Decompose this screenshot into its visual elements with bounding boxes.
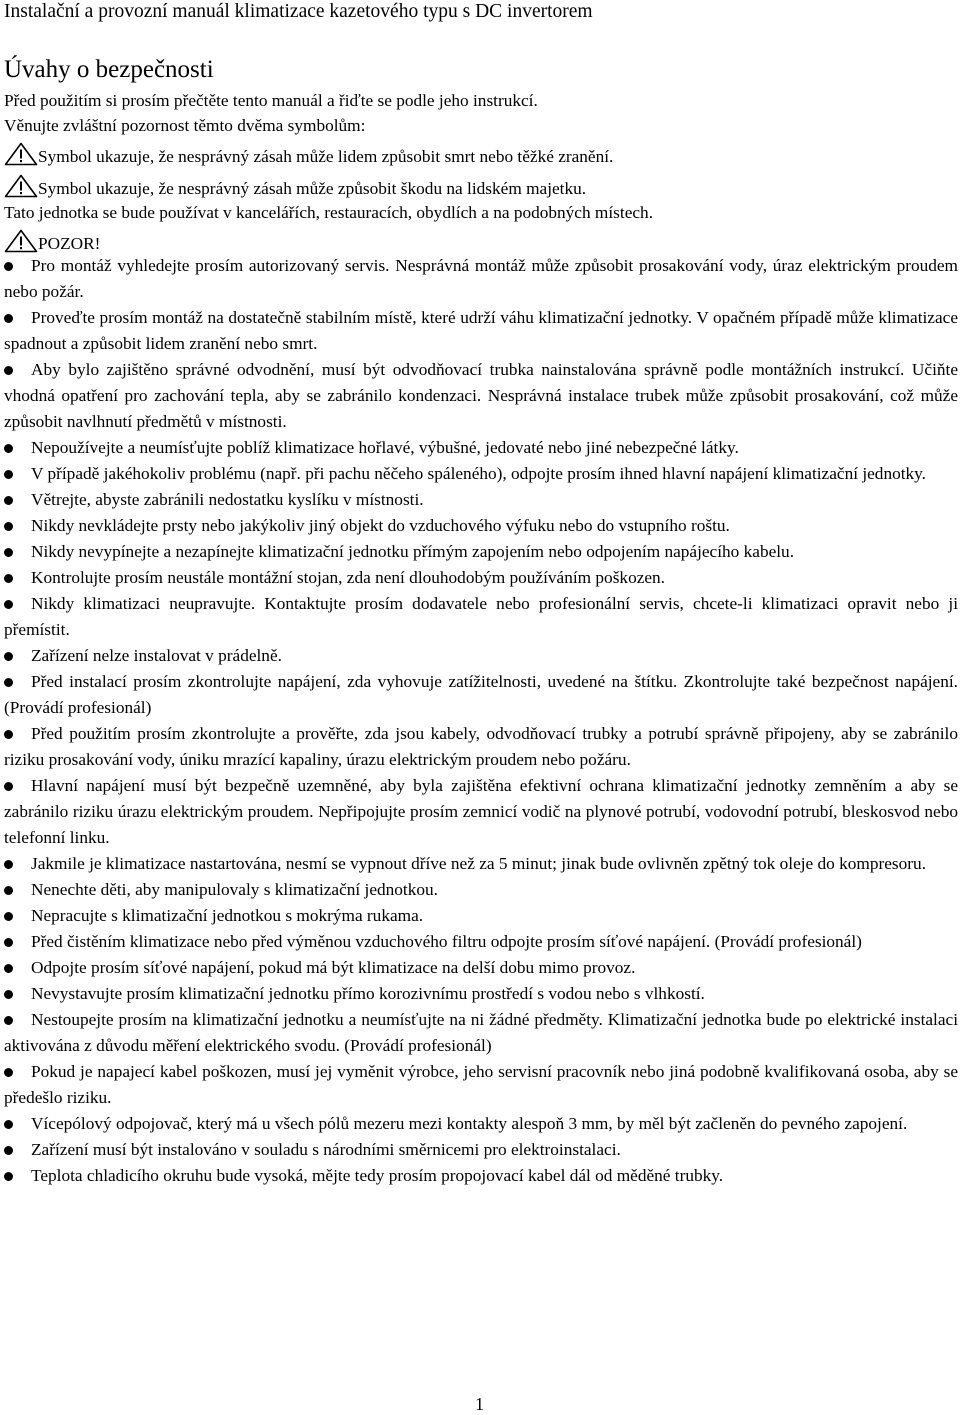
- list-item-text: Nikdy klimatizaci neupravujte. Kontaktujte prosím dodavatele nebo profesionální servis, chcete-li klimatizaci opravit nebo ji přemístit.: [4, 594, 958, 639]
- list-item: [4, 1007, 958, 1059]
- list-item-text: Nikdy nevkládejte prsty nebo jakýkoliv jiný objekt do vzduchového výfuku nebo do vstupního roštu.: [31, 516, 730, 535]
- symbol-line-danger: [4, 142, 613, 168]
- list-item-text: Jakmile je klimatizace nastartována, nesmí se vypnout dříve než za 5 minut; jinak bude ovlivněn zpětný tok oleje do kompresoru.: [31, 854, 927, 873]
- bullet-icon: [4, 990, 13, 999]
- list-item-text: Vícepólový odpojovač, který má u všech pólů mezeru mezi kontakty alespoň 3 mm, by měl být začleněn do pevného zapojení.: [31, 1114, 908, 1133]
- list-item: [4, 435, 958, 461]
- list-item: [4, 513, 958, 539]
- list-item-text: Před instalací prosím zkontrolujte napájení, zda vyhovuje zatížitelnosti, uvedené na štítku. Zkontrolujte také bezpečnost napájení. (Provádí profesionál): [4, 672, 958, 717]
- list-item-text: Nepoužívejte a neumísťujte poblíž klimatizace hořlavé, výbušné, jedovaté nebo jiné nebezpečné látky.: [31, 438, 739, 457]
- list-item: [4, 461, 958, 487]
- bullet-icon: [4, 678, 13, 687]
- list-item: [4, 851, 958, 877]
- usage-note: Tato jednotka se bude používat v kancelářích, restauracích, obydlích a na podobných místech.: [4, 203, 654, 222]
- bullet-icon: [4, 574, 13, 583]
- list-item-text: Zařízení nelze instalovat v prádelně.: [31, 646, 282, 665]
- list-item: [4, 903, 958, 929]
- list-item-text: Nestoupejte prosím na klimatizační jednotku a neumísťujte na ni žádné předměty. Klimatizační jednotka bude po elektrické instalaci aktivována z důvodu měření elektrického svodu. (Provádí profesionál): [4, 1010, 958, 1055]
- list-item: [4, 955, 958, 981]
- bullet-icon: [4, 730, 13, 739]
- list-item: [4, 929, 958, 955]
- symbol-line-property: [4, 174, 586, 200]
- symbol-description: Symbol ukazuje, že nesprávný zásah může způsobit škodu na lidském majetku.: [38, 179, 587, 198]
- list-item-text: Aby bylo zajištěno správné odvodnění, musí být odvodňovací trubka nainstalována správně podle montážních instrukcí. Učiňte vhodná opatření pro zachování tepla, aby se zabránilo kondenzaci. Nesprávná instalace trubek může způsobit prosakování, což může způsobit navlhnutí předmětů v místnosti.: [4, 360, 958, 431]
- list-item-text: Před použitím prosím zkontrolujte a prověřte, zda jsou kabely, odvodňovací trubky a potrubí správně připojeny, aby se zabránilo riziku prosakování vody, úniku mrazící kapaliny, úrazu elektrickým proudem nebo požáru.: [4, 724, 958, 769]
- bullet-icon: [4, 548, 13, 557]
- section-heading: Úvahy o bezpečnosti: [4, 56, 214, 83]
- warning-triangle-icon: [4, 174, 38, 198]
- list-item-text: Před čistěním klimatizace nebo před výměnou vzduchového filtru odpojte prosím síťové napájení. (Provádí profesionál): [31, 932, 862, 951]
- bullet-icon: [4, 600, 13, 609]
- list-item-text: Proveďte prosím montáž na dostatečně stabilním místě, které udrží váhu klimatizační jednotky. V opačném případě může klimatizace spadnout a způsobit lidem zranění nebo smrt.: [4, 308, 958, 353]
- list-item-text: Pro montáž vyhledejte prosím autorizovaný servis. Nesprávná montáž může způsobit prosakování vody, úraz elektrickým proudem nebo požár.: [4, 256, 958, 301]
- symbol-description: Symbol ukazuje, že nesprávný zásah může lidem způsobit smrt nebo těžké zranění.: [38, 147, 614, 166]
- list-item-text: Nevystavujte prosím klimatizační jednotku přímo korozivnímu prostředí s vodou nebo s vlhkostí.: [31, 984, 705, 1003]
- bullet-icon: [4, 522, 13, 531]
- list-item: [4, 669, 958, 721]
- bullet-icon: [4, 964, 13, 973]
- intro-paragraph: Před použitím si prosím přečtěte tento manuál a řiďte se podle jeho instrukcí.: [4, 91, 538, 110]
- list-item-text: Hlavní napájení musí být bezpečně uzemněné, aby byla zajištěna efektivní ochrana klimatizační jednotky zemněním a aby se zabránilo riziku úrazu elektrickým proudem. Nepřipojujte prosím zemnicí vodič na plynové potrubí, vodovodní potrubí, bleskosvod nebo telefonní linku.: [4, 776, 958, 847]
- list-item-text: Zařízení musí být instalováno v souladu s národními směrnicemi pro elektroinstalaci.: [31, 1140, 621, 1159]
- list-item: [4, 643, 958, 669]
- list-item: [4, 539, 958, 565]
- warning-triangle-icon: [4, 229, 38, 253]
- bullet-icon: [4, 1172, 13, 1181]
- list-item-text: Kontrolujte prosím neustále montážní stojan, zda není dlouhodobým používáním poškozen.: [31, 568, 666, 587]
- bullet-icon: [4, 1016, 13, 1025]
- list-item: [4, 773, 958, 851]
- bullet-icon: [4, 860, 13, 869]
- bullet-icon: [4, 938, 13, 947]
- list-item: [4, 565, 958, 591]
- page-number: 1: [475, 1394, 484, 1414]
- list-item: [4, 305, 958, 357]
- bullet-icon: [4, 444, 13, 453]
- caution-label: [4, 229, 100, 255]
- list-item-text: Pokud je napajecí kabel poškozen, musí jej vyměnit výrobce, jeho servisní pracovník nebo jiná podobně kvalifikovaná osoba, aby se předešlo riziku.: [4, 1062, 958, 1107]
- warning-triangle-icon: [4, 142, 38, 166]
- list-item: [4, 1059, 958, 1111]
- list-item: [4, 1111, 958, 1137]
- bullet-icon: [4, 1146, 13, 1155]
- list-item: [4, 981, 958, 1007]
- list-item: [4, 357, 958, 435]
- bullet-icon: [4, 262, 13, 271]
- bullet-icon: [4, 1068, 13, 1077]
- list-item-text: Nepracujte s klimatizační jednotkou s mokrýma rukama.: [31, 906, 424, 925]
- bullet-icon: [4, 314, 13, 323]
- list-item-text: Teplota chladicího okruhu bude vysoká, mějte tedy prosím propojovací kabel dál od měděné trubky.: [31, 1166, 724, 1185]
- list-item: [4, 591, 958, 643]
- intro-paragraph: Věnujte zvláštní pozornost těmto dvěma symbolům:: [4, 116, 366, 135]
- bullet-icon: [4, 886, 13, 895]
- list-item-text: V případě jakéhokoliv problému (např. při pachu něčeho spáleného), odpojte prosím ihned hlavní napájení klimatizační jednotky.: [31, 464, 927, 483]
- bullet-icon: [4, 1120, 13, 1129]
- safety-list: [4, 253, 958, 1189]
- bullet-icon: [4, 470, 13, 479]
- bullet-icon: [4, 782, 13, 791]
- list-item-text: Větrejte, abyste zabránili nedostatku kyslíku v místnosti.: [31, 490, 424, 509]
- list-item-text: Nikdy nevypínejte a nezapínejte klimatizační jednotku přímým zapojením nebo odpojením napájecího kabelu.: [31, 542, 795, 561]
- bullet-icon: [4, 366, 13, 375]
- bullet-icon: [4, 496, 13, 505]
- list-item: [4, 877, 958, 903]
- list-item: [4, 721, 958, 773]
- page-header-title: Instalační a provozní manuál klimatizace kazetového typu s DC invertorem: [4, 1, 593, 22]
- list-item-text: Nenechte děti, aby manipulovaly s klimatizační jednotkou.: [31, 880, 438, 899]
- list-item: [4, 487, 958, 513]
- bullet-icon: [4, 912, 13, 921]
- list-item: [4, 1137, 958, 1163]
- list-item: [4, 253, 958, 305]
- caution-text: POZOR!: [38, 234, 101, 253]
- bullet-icon: [4, 652, 13, 661]
- list-item-text: Odpojte prosím síťové napájení, pokud má být klimatizace na delší dobu mimo provoz.: [31, 958, 636, 977]
- list-item: [4, 1163, 958, 1189]
